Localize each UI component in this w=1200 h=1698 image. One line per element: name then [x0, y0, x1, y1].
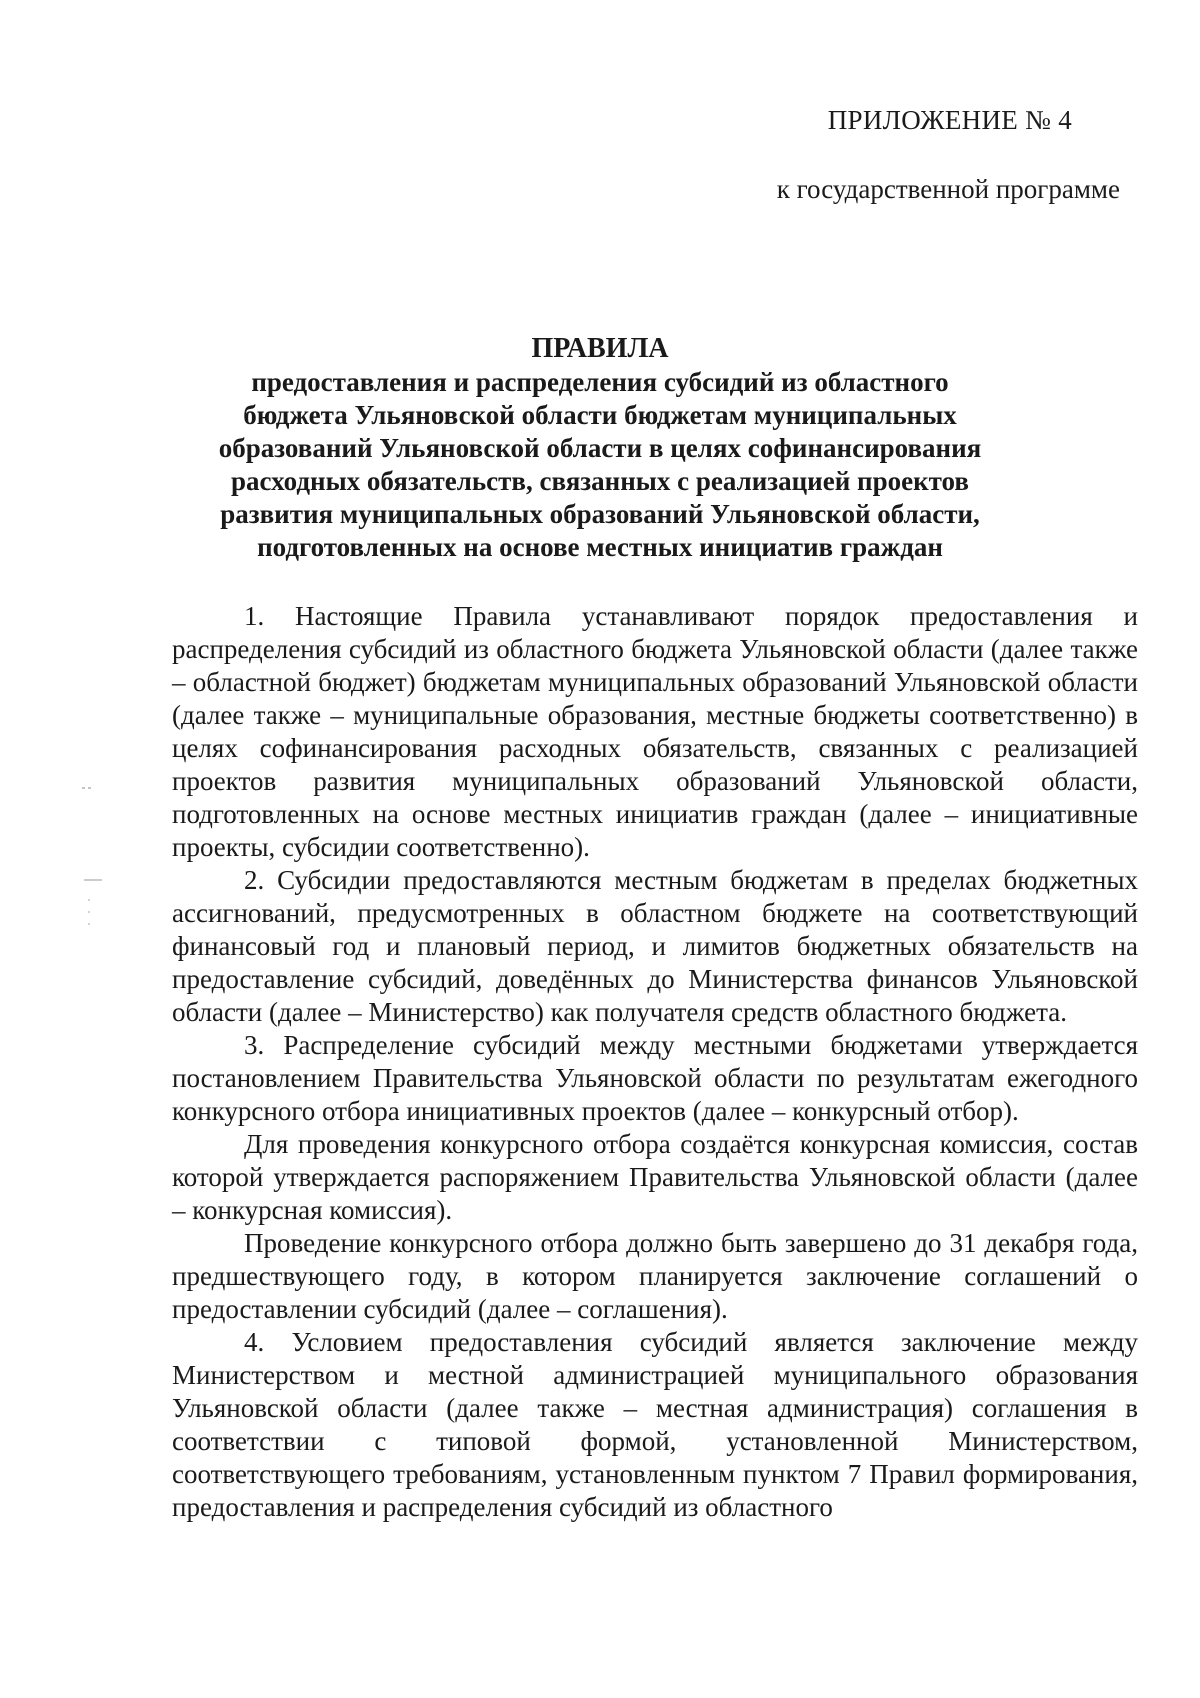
paragraph-3-deadline: Проведение конкурсного отбора должно быть завершено до 31 декабря года, предшествующего году, в котором планируется заключение соглашений о предоставлении субсидий (далее – соглашения).	[172, 1228, 1138, 1324]
margin-scan-marks	[80, 780, 110, 980]
title-line: предоставления и распределения субсидий из областного	[251, 367, 949, 397]
paragraph-2: 2. Субсидии предоставляются местным бюджетам в пределах бюджетных ассигнований, предусмотренных в областном бюджете на соответствующий финансовый год и плановый период, и лимитов бюджетных обязательств на предоставление субсидий, доведённых до Министерства финансов Ульяновской области (далее – Министерство) как получателя средств областного бюджета.	[172, 865, 1138, 1027]
paragraph-3: 3. Распределение субсидий между местными бюджетами утверждается постановлением Правительства Ульяновской области по результатам ежегодного конкурсного отбора инициативных проектов (далее – конкурсный отбор).	[172, 1030, 1138, 1126]
document-body	[172, 600, 1138, 1524]
title-main: ПРАВИЛА	[531, 333, 669, 364]
paragraph-4: 4. Условием предоставления субсидий является заключение между Министерством и местной администрацией муниципального образования Ульяновской области (далее также – местная администрация) соглашения в соответствии с типовой формой, установленной Министерством, соответствующего требованиям, установленным пунктом 7 Правил формирования, предоставления и распределения субсидий из областного	[172, 1327, 1138, 1522]
title-line: расходных обязательств, связанных с реализацией проектов	[231, 466, 969, 496]
title-line: образований Ульяновской области в целях софинансирования	[218, 433, 982, 463]
title-line: подготовленных на основе местных инициатив граждан	[257, 532, 943, 562]
document-title	[160, 332, 1040, 564]
appendix-number: ПРИЛОЖЕНИЕ № 4	[827, 105, 1072, 135]
title-line: развития муниципальных образований Ульяновской области,	[220, 499, 980, 529]
paragraph-1: 1. Настоящие Правила устанавливают порядок предоставления и распределения субсидий из областного бюджета Ульяновской области (далее также – областной бюджет) бюджетам муниципальных образований Ульяновской области (далее также – муниципальные образования, местные бюджеты соответственно) в целях софинансирования расходных обязательств, связанных с реализацией проектов развития муниципальных образований Ульяновской области, подготовленных на основе местных инициатив граждан (далее – инициативные проекты, субсидии соответственно).	[172, 601, 1138, 862]
title-line: бюджета Ульяновской области бюджетам муниципальных	[243, 400, 957, 430]
appendix-subtitle: к государственной программе	[776, 174, 1120, 204]
paragraph-3-commission: Для проведения конкурсного отбора создаётся конкурсная комиссия, состав которой утверждается распоряжением Правительства Ульяновской области (далее – конкурсная комиссия).	[172, 1129, 1138, 1225]
